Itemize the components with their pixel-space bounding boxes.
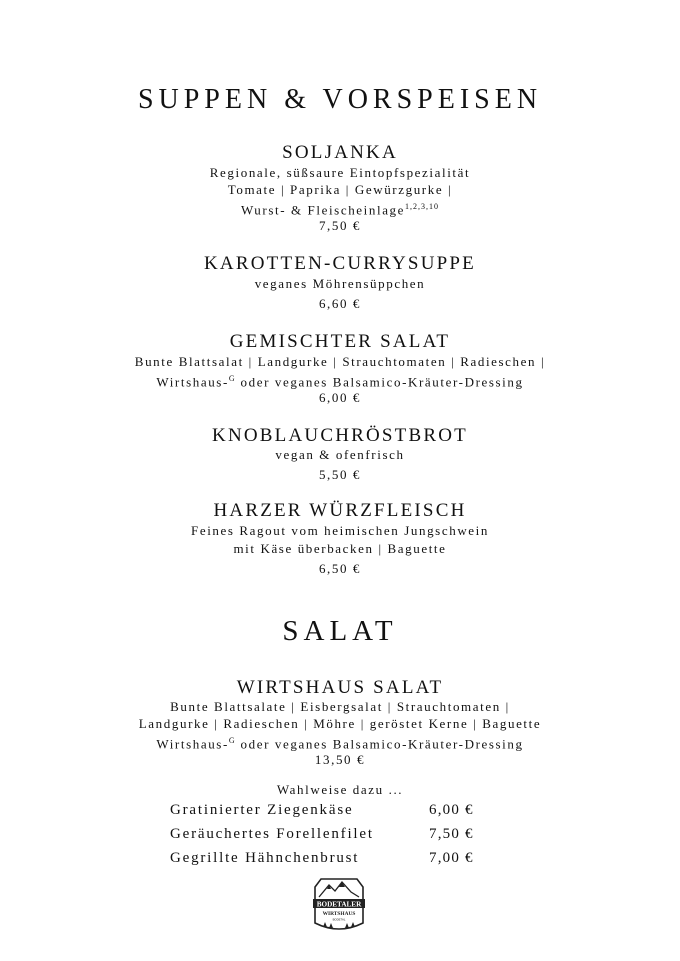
allergen-superscript: G xyxy=(228,736,236,745)
item-price-wirtshaus-salat: 13,50 € xyxy=(314,752,366,767)
item-price-soljanka: 7,50 € xyxy=(318,218,362,233)
item-title-wirtshaus-salat: WIRTSHAUS SALAT xyxy=(236,677,444,698)
extra-name: Gratinierter Ziegenkäse xyxy=(170,802,354,818)
item-desc-line: Wurst- & Fleischeinlage$^{1,2,3,10}$ xyxy=(240,202,440,218)
item-desc-line: veganes Möhrensüppchen xyxy=(254,276,426,291)
section-title-salat: SALAT xyxy=(282,615,398,647)
logo-subtext: BODETAL xyxy=(332,917,346,922)
logo-text-bottom: WIRTSHAUS xyxy=(322,911,356,917)
allergen-superscript: G xyxy=(228,374,236,383)
item-desc-line: Bunte Blattsalat | Landgurke | Strauchtomaten | Radieschen | xyxy=(134,354,546,369)
item-price-karotten: 6,60 € xyxy=(318,296,362,311)
item-desc-line: Feines Ragout vom heimischen Jungschwein xyxy=(191,523,489,538)
item-price-knoblauch: 5,50 € xyxy=(318,467,362,482)
extra-price: 7,00 € xyxy=(429,850,474,866)
item-dressing-line: Wirtshaus-$^G$ oder veganes Balsamico-Kräuter-Dressing xyxy=(156,736,524,752)
item-title-karotten: KAROTTEN-CURRYSUPPE xyxy=(204,253,476,274)
item-desc-line: mit Käse überbacken | Baguette xyxy=(233,541,447,556)
item-dressing-line: Wirtshaus-$^G$ oder veganes Balsamico-Kräuter-Dressing xyxy=(156,374,524,390)
extra-price: 6,00 € xyxy=(429,802,474,818)
item-desc-line: Bunte Blattsalate | Eisbergsalat | Strauchtomaten | xyxy=(170,699,510,714)
allergen-superscript: 1,2,3,10 xyxy=(405,202,440,211)
item-price-gemischter-salat: 6,00 € xyxy=(318,390,362,405)
item-title-knoblauch: KNOBLAUCHRÖSTBROT xyxy=(212,425,468,446)
item-title-harzer: HARZER WÜRZFLEISCH xyxy=(213,500,467,521)
extras-label: Wahlweise dazu ... xyxy=(276,782,404,797)
bodetaler-wirtshaus-logo xyxy=(309,873,369,935)
item-desc-line: Regionale, süßsaure Eintopfspezialität xyxy=(209,165,471,180)
item-desc-line: vegan & ofenfrisch xyxy=(275,447,405,462)
logo-text-top: BODETALER xyxy=(316,900,362,909)
extra-price: 7,50 € xyxy=(429,826,474,842)
item-desc-line: Tomate | Paprika | Gewürzgurke | xyxy=(227,182,453,197)
extra-name: Geräuchertes Forellenfilet xyxy=(170,826,374,842)
item-title-soljanka: SOLJANKA xyxy=(282,142,398,163)
section-title-suppen: SUPPEN & VORSPEISEN xyxy=(137,84,543,115)
item-title-gemischter-salat: GEMISCHTER SALAT xyxy=(229,331,451,352)
item-desc-line: Landgurke | Radieschen | Möhre | geröstet Kerne | Baguette xyxy=(138,716,542,731)
item-price-harzer: 6,50 € xyxy=(318,561,362,576)
extra-name: Gegrillte Hähnchenbrust xyxy=(170,850,360,866)
